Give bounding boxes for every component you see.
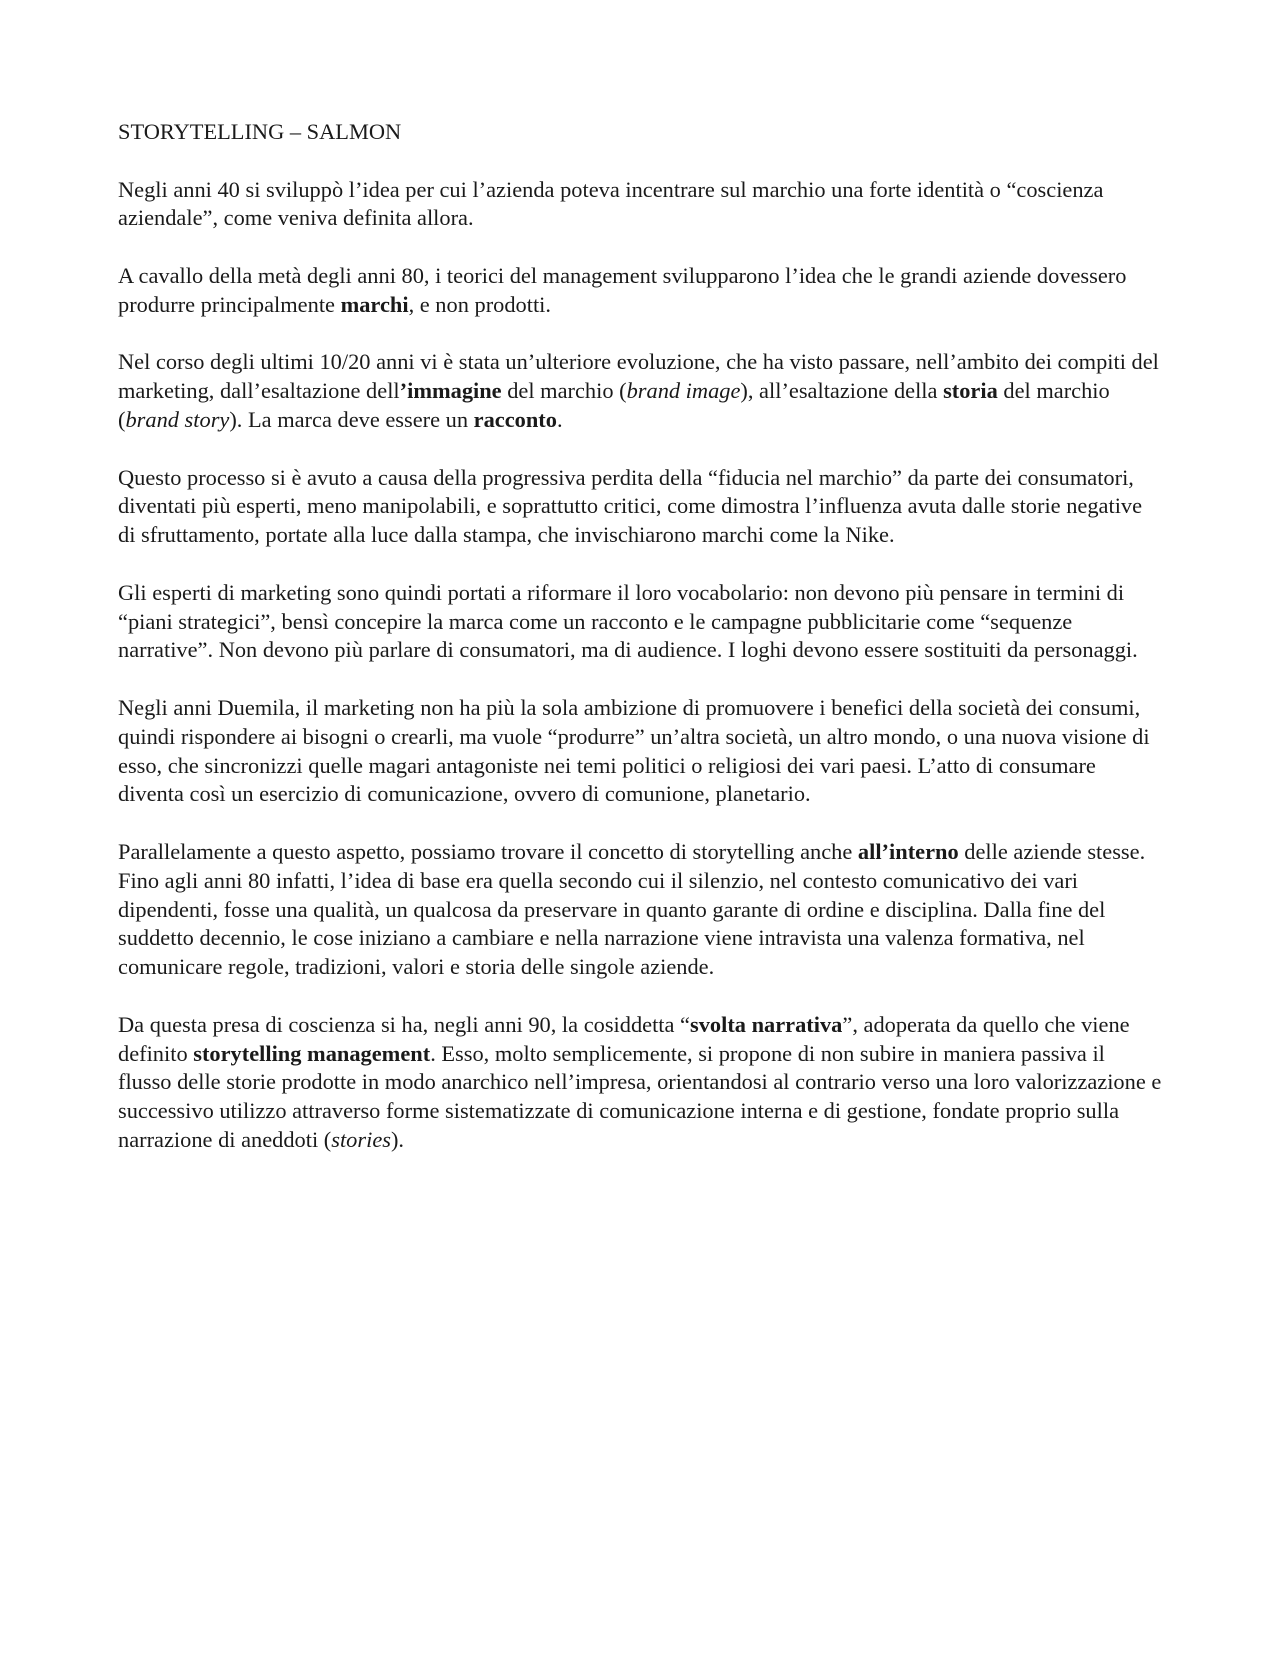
paragraph-1 [118,176,1163,234]
italic-stories: stories [331,1126,391,1152]
emphasis-svolta-narrativa: svolta narrativa [690,1011,843,1037]
document-page [118,118,1163,1155]
emphasis-storia: storia [943,378,998,404]
paragraph-6 [118,694,1163,809]
paragraph-7-text-a: Parallelamente a questo aspetto, possiamo trovare il concetto di storytelling anche [118,838,858,864]
paragraph-2 [118,262,1163,320]
paragraph-3-text-e: del marchio ( [118,378,1110,432]
paragraph-6-text: Negli anni Duemila, il marketing non ha più la sola ambizione di promuovere i benefici della società dei consumi, quindi rispondere ai bisogni o crearli, ma vuole “produrre” un’altra società, un altro mondo, o una nuova visione di esso, che sincronizzi quelle magari antagoniste nei temi politici o religiosi dei vari paesi. L’atto di consumare diventa così un esercizio di comunicazione, ovvero di comunione, planetario. [118,694,1150,807]
emphasis-storytelling-management: storytelling management [193,1040,431,1066]
emphasis-marchi: marchi [340,291,409,317]
paragraph-8-text-a: Da questa presa di coscienza si ha, negli anni 90, la cosiddetta “ [118,1011,690,1037]
paragraph-3-text-g: . [556,406,563,432]
italic-brand-story: brand story [125,406,230,432]
paragraph-7-text-c: delle aziende stesse. Fino agli anni 80 infatti, l’idea di base era quella secondo cui il silenzio, nel contesto comunicativo dei vari dipendenti, fosse una qualità, un qualcosa da preservare in quanto garante di ordine e disciplina. Dalla fine del suddetto decennio, le cose iniziano a cambiare e nella narrazione viene intravista una valenza formativa, nel comunicare regole, tradizioni, valori e storia delle singole aziende. [118,838,1146,980]
italic-brand-image: brand image [626,378,741,404]
paragraph-4-text: Questo processo si è avuto a causa della progressiva perdita della “fiducia nel marchio” da parte dei consumatori, diventati più esperti, meno manipolabili, e soprattutto critici, come dimostra l’influenza avuta dalle storie negative di sfruttamento, portate alla luce dalla stampa, che invischiarono marchi come la Nike. [118,464,1143,548]
paragraph-2-text-a: A cavallo della metà degli anni 80, i teorici del management svilupparono l’idea che le grandi aziende dovessero produrre principalmente [118,262,1127,317]
paragraph-8-text-d: . Esso, molto semplicemente, si propone di non subire in maniera passiva il flusso delle storie prodotte in modo anarchico nell’impresa, orientandosi al contrario verso una loro valorizzazione e successivo utilizzo attraverso forme sistematizzate di comunicazione interna e di gestione, fondate proprio sulla narrazione di aneddoti ( [118,1040,1162,1152]
emphasis-allinterno: all’interno [857,838,959,864]
paragraph-3-text-d: ), all’esaltazione della [740,378,944,404]
paragraph-2-text-c: , e non prodotti. [408,291,551,317]
emphasis-immagine: ’immagine [399,378,502,404]
paragraph-7 [118,838,1163,982]
document-title: STORYTELLING – SALMON [118,119,402,144]
paragraph-8-text-e: ). [390,1126,405,1152]
paragraph-1-text: Negli anni 40 si sviluppò l’idea per cui l’azienda poteva incentrare sul marchio una forte identità o “coscienza aziendale”, come veniva definita allora. [118,176,1104,231]
paragraph-5 [118,579,1163,665]
paragraph-3-text-a: Nel corso degli ultimi 10/20 anni vi è stata un’ulteriore evoluzione, che ha visto passare, nell’ambito dei compiti del marketing, dall’esaltazione dell [118,349,1159,404]
paragraph-3-text-f: ). La marca deve essere un [229,406,474,432]
paragraph-3 [118,348,1163,434]
paragraph-4 [118,464,1163,550]
paragraph-8-text-c: ”, adoperata da quello che viene definito [118,1011,1130,1066]
paragraph-8 [118,1011,1163,1155]
paragraph-3-text-c: del marchio ( [501,378,627,404]
paragraph-5-text: Gli esperti di marketing sono quindi portati a riformare il loro vocabolario: non devono più pensare in termini di “piani strategici”, bensì concepire la marca come un racconto e le campagne pubblicitarie come “sequenze narrative”. Non devono più parlare di consumatori, ma di audience. I loghi devono essere sostituiti da personaggi. [118,579,1138,663]
emphasis-racconto: racconto [473,406,557,432]
